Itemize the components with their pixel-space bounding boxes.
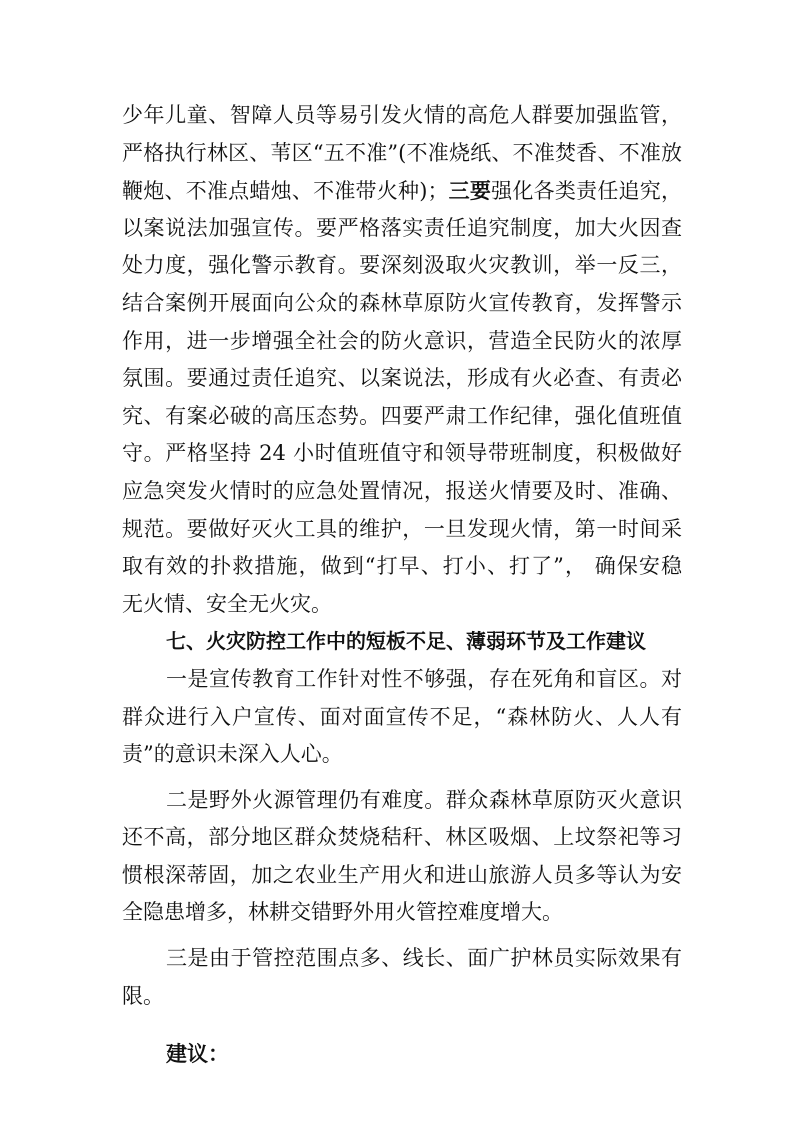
paragraph-spacer xyxy=(122,932,682,940)
paragraph-line: 群众进行入户宣传、面对面宣传不足，“森林防火、人人有 xyxy=(122,704,682,729)
text-segment: 强化各类责任追究， xyxy=(491,179,683,204)
text-line: 严格执行林区、苇区“五不准”(不准烧纸、不准焚香、不准放 xyxy=(122,140,682,165)
paragraph-line: 还不高，部分地区群众焚烧秸秆、林区吸烟、上坟祭祀等习 xyxy=(122,825,682,850)
text-line: 究、有案必破的高压态势。四要严肃工作纪律，强化值班值 xyxy=(122,403,682,428)
text-line: 无火情、安全无火灾。 xyxy=(122,591,332,616)
paragraph-spacer xyxy=(122,774,682,782)
text-line: 结合案例开展面向公众的森林草原防火宣传教育，发挥警示 xyxy=(122,290,682,315)
text-line: 取有效的扑救措施，做到“打早、打小、打了”， 确保安稳 xyxy=(122,554,682,579)
text-line: 应急突发火情时的应急处置情况，报送火情要及时、准确、 xyxy=(122,478,682,503)
text-line: 以案说法加强宣传。要严格落实责任追究制度，加大火因查 xyxy=(122,215,682,240)
text-line xyxy=(122,172,682,210)
paragraph-spacer xyxy=(122,1015,682,1035)
text-segment: 鞭炮、不准点蜡烛、不准带火种)； xyxy=(122,179,449,204)
suggestion-label: 建议： xyxy=(166,1041,229,1067)
text-line: 守。严格坚持 24 小时值班值守和领导带班制度，积极做好 xyxy=(122,441,682,466)
paragraph-line: 责”的意识未深入人心。 xyxy=(122,742,343,767)
paragraph-line: 二是野外火源管理仍有难度。群众森林草原防灭火意识 xyxy=(166,787,682,812)
text-line: 规范。要做好灭火工具的维护，一旦发现火情，第一时间采 xyxy=(122,516,682,541)
bold-term-three-requires: 三要 xyxy=(448,178,492,204)
paragraph-line: 限。 xyxy=(122,983,164,1008)
paragraph-line: 三是由于管控范围点多、线长、面广护林员实际效果有 xyxy=(166,946,682,971)
paragraph-line: 一是宣传教育工作针对性不够强，存在死角和盲区。对 xyxy=(166,666,682,691)
document-body xyxy=(122,97,682,1073)
text-line: 处力度，强化警示教育。要深刻汲取火灾教训，举一反三， xyxy=(122,253,682,278)
text-line: 少年儿童、智障人员等易引发火情的高危人群要加强监管， xyxy=(122,103,682,127)
paragraph-line: 全隐患增多，林耕交错野外用火管控难度增大。 xyxy=(122,900,563,925)
paragraph-line: 惯根深蒂固，加之农业生产用火和进山旅游人员多等认为安 xyxy=(122,862,682,887)
text-line: 作用，进一步增强全社会的防火意识，营造全民防火的浓厚 xyxy=(122,328,682,353)
text-line: 氛围。要通过责任追究、以案说法，形成有火必查、有责必 xyxy=(122,366,682,391)
section-heading: 七、火灾防控工作中的短板不足、薄弱环节及工作建议 xyxy=(166,629,646,654)
